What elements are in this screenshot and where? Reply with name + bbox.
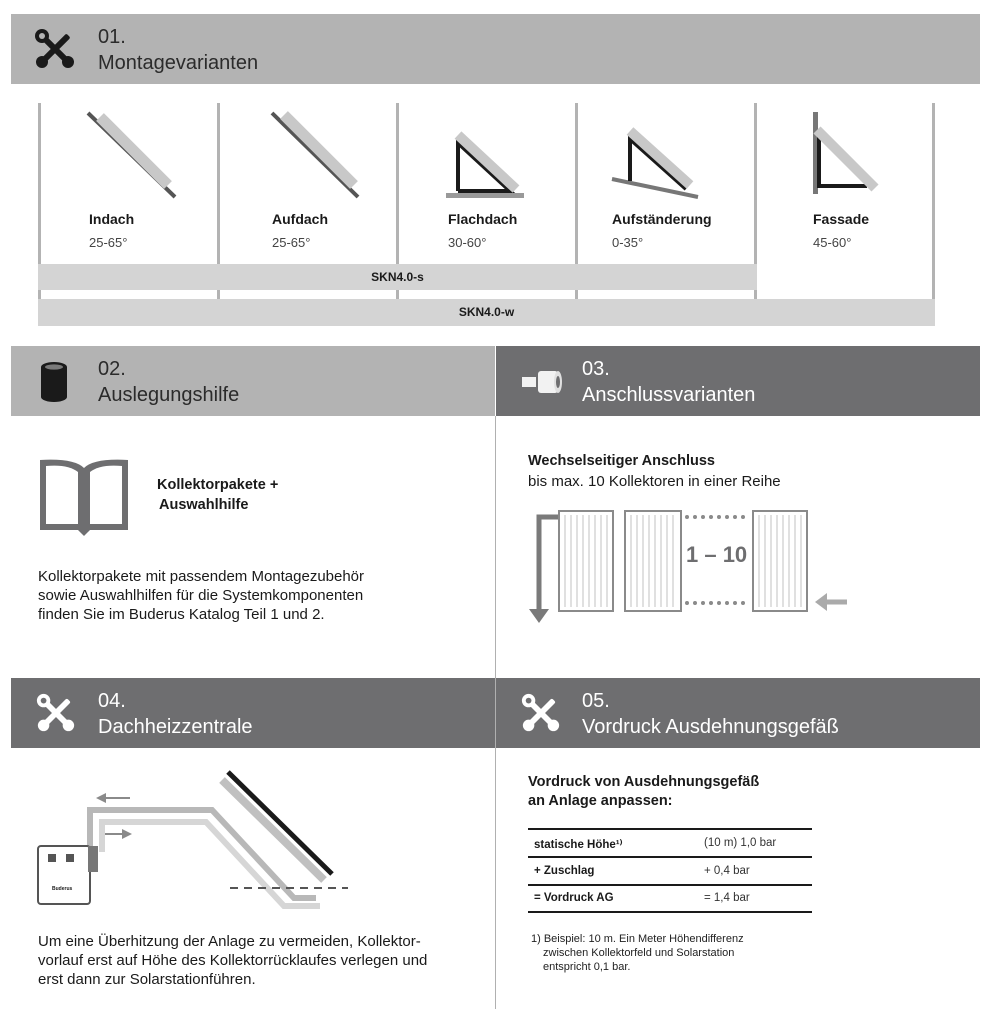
variant-name-aufstaenderung: Aufständerung [612,211,712,227]
auslegung-text-line3: finden Sie im Buderus Katalog Teil 1 und 2. [38,606,325,623]
indach-illustration [80,105,190,205]
section-header-anschlussvarianten [496,346,980,416]
collector-range-label: 1 – 10 [686,542,748,567]
aufdach-illustration [262,105,372,205]
variant-name-flachdach: Flachdach [448,211,518,227]
variant-name-fassade: Fassade [813,211,870,227]
open-book-icon [38,452,130,540]
vordruck-heading-line1: Vordruck von Ausdehnungsgefäß [528,774,760,790]
section-title: Vordruck Ausdehnungsgefäß [582,716,839,738]
roof-heating-diagram [34,768,354,914]
footnote-line2: zwischen Kollektorfeld und Solarstation [543,947,735,959]
tools-icon [33,27,77,71]
column-divider [396,103,399,326]
column-divider [217,103,220,326]
section-header-auslegungshilfe [11,346,495,416]
table-cell-value: (10 m) 1,0 bar [704,837,777,849]
table-cell-label: statische Höhe¹⁾ [534,839,623,851]
table-row [528,858,812,886]
table-row [528,885,812,913]
fassade-illustration [805,108,895,198]
dachheiz-text-line1: Um eine Überhitzung der Anlage zu vermeiden, Kollektor- [38,933,421,950]
auslegung-text-line1: Kollektorpakete mit passendem Montagezubehör [38,568,365,585]
section-number: 01. [98,26,126,48]
column-divider [38,103,41,326]
auslegung-text-line2: sowie Auswahlhilfen für die Systemkomponenten [38,587,364,604]
footnote-line3: entspricht 0,1 bar. [543,961,631,973]
section-number: 04. [98,690,126,712]
aufstaenderung-illustration [608,125,708,205]
table-cell-value: = 1,4 bar [704,892,750,904]
variant-angle-aufdach: 25-65° [272,235,311,250]
section-title: Dachheizzentrale [98,716,253,738]
variant-angle-aufstaenderung: 0-35° [612,235,644,250]
table-cell-value: + 0,4 bar [704,865,750,877]
tools-icon [520,692,562,734]
section-header-vordruck [496,678,980,748]
flachdach-illustration [440,125,540,205]
variant-name-indach: Indach [89,211,135,227]
table-cell-label: = Vordruck AG [534,892,614,904]
dachheiz-text-line3: erst dann zur Solarstationführen. [38,971,256,988]
tools-icon [35,692,77,734]
column-divider [754,103,757,326]
boiler-brand-label: Buderus [52,886,73,892]
footnote-line1: 1) Beispiel: 10 m. Ein Meter Höhendifferenz [531,933,744,945]
section-number: 02. [98,358,126,380]
model-band-skn-w: SKN4.0-w [38,299,935,326]
section-number: 05. [582,690,610,712]
variant-angle-flachdach: 30-60° [448,235,487,250]
variant-name-aufdach: Aufdach [272,211,328,227]
table-row [528,830,812,858]
anschluss-heading: Wechselseitiger Anschluss [528,453,715,469]
section-header-dachheizzentrale [11,678,495,748]
section-title: Anschlussvarianten [582,384,756,406]
pipe-connector-icon [520,368,562,396]
auslegung-heading-line2: Auswahlhilfe [159,497,249,513]
table-cell-label: + Zuschlag [534,865,595,877]
section-title: Montagevarianten [98,52,259,74]
column-divider [932,103,935,326]
anschluss-subtext: bis max. 10 Kollektoren in einer Reihe [528,473,781,490]
section-header-montagevarianten [11,14,980,84]
section-number: 03. [582,358,610,380]
column-divider [575,103,578,326]
vordruck-heading-line2: an Anlage anpassen: [528,793,673,809]
cylinder-icon [39,361,69,403]
variant-angle-indach: 25-65° [89,235,128,250]
model-band-skn-s: SKN4.0-s [38,264,757,290]
dachheiz-text-line2: vorlauf erst auf Höhe des Kollektorrücklaufes verlegen und [38,952,428,969]
variant-angle-fassade: 45-60° [813,235,852,250]
auslegung-heading-line1: Kollektorpakete + [157,477,279,493]
section-title: Auslegungshilfe [98,384,240,406]
